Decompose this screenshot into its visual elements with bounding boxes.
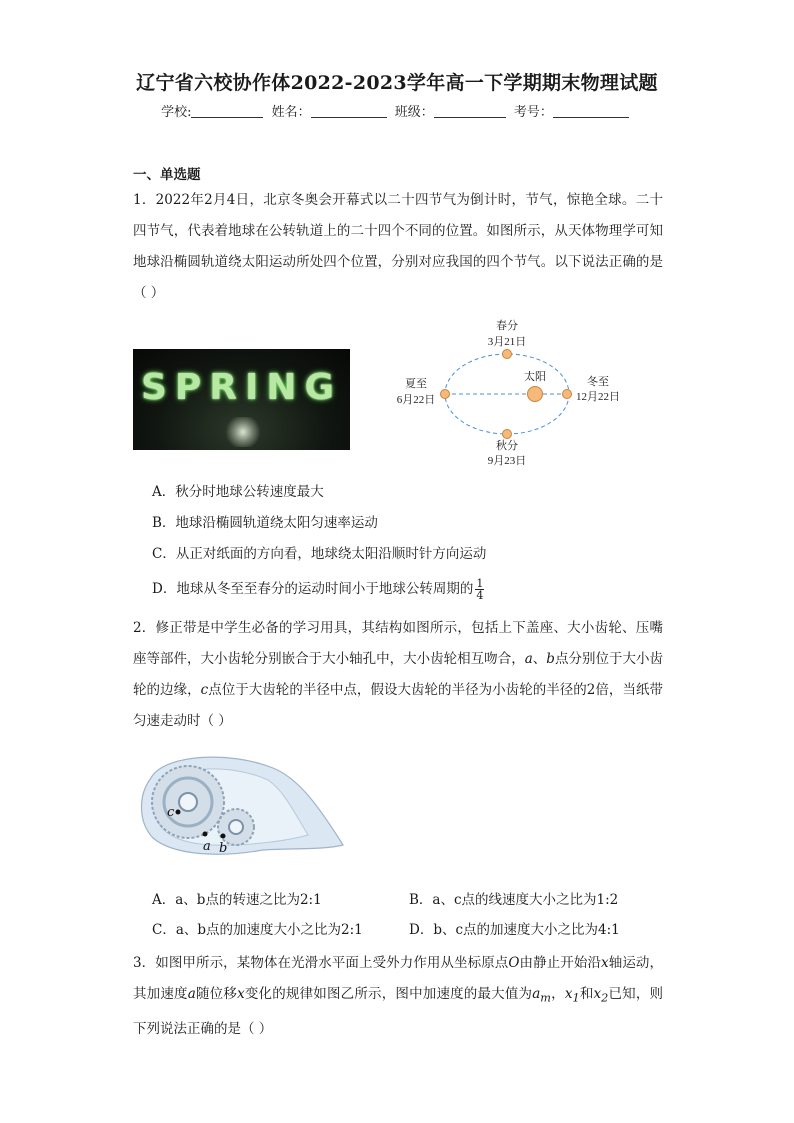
earth-winter-point	[563, 390, 572, 399]
point-c-label: c	[167, 805, 175, 820]
var-x1: x	[564, 986, 573, 1002]
q3-stem-part: ，	[550, 986, 565, 1002]
question-2-stem	[133, 613, 663, 737]
question-1-stem: 1．2022年2月4日，北京冬奥会开幕式以二十四节气为倒计时，节气，惊艳全球。二十四节气，代表着地球在公转轨道上的二十四个不同的位置。如图所示，从天体物理学可知地球沿椭圆轨道绕太阳运动所处四个位置，分别对应我国的四个节气。以下说法正确的是（ ）	[133, 192, 663, 301]
winter-label: 冬至	[587, 376, 609, 388]
fireworks-sparkle	[223, 417, 263, 447]
q3-stem-part: 已知，则下列说法正确的是（ ）	[133, 986, 664, 1037]
spring-fireworks-photo	[133, 349, 350, 450]
q3-stem-part: 3．如图甲所示，某物体在光滑水平面上受外力作用从坐标原点	[133, 955, 509, 971]
var-am: a	[532, 986, 541, 1002]
class-label: 班级：	[394, 105, 434, 120]
var-x: x	[601, 955, 609, 971]
subscript-1: 1	[572, 991, 580, 1005]
page-title: 辽宁省六校协作体2022-2023学年高一下学期期末物理试题	[136, 72, 658, 94]
earth-autumn-point	[503, 430, 512, 439]
name-blank[interactable]	[311, 105, 387, 118]
number-blank[interactable]	[553, 105, 629, 118]
one-quarter-fraction	[475, 578, 484, 601]
small-gear-hub	[229, 820, 243, 834]
student-info-row	[0, 101, 794, 120]
q2-option-d[interactable]: D．b、c点的加速度大小之比为4:1	[409, 922, 620, 938]
q2-option-b[interactable]: B．a、c点的线速度大小之比为1:2	[409, 892, 619, 908]
point-b-label: b	[219, 841, 228, 856]
orbit-diagram	[390, 318, 640, 468]
q1-option-a[interactable]: A．秋分时地球公转速度最大	[152, 484, 324, 500]
q1-option-d[interactable]	[152, 578, 484, 601]
large-gear-hub	[179, 793, 197, 811]
q2-option-c[interactable]: C．a、b点的加速度大小之比为2:1	[152, 922, 363, 938]
var-a: a	[524, 651, 533, 667]
point-b-dot	[221, 834, 226, 839]
winter-date: 12月22日	[576, 391, 620, 403]
school-label: 学校:	[161, 105, 192, 120]
q2-stem-part: 点位于大齿轮的半径中点，假设大齿轮的半径为小齿轮的半径的2倍，当纸带匀速走动时（ ）	[133, 682, 663, 729]
var-x: x	[237, 986, 245, 1002]
fraction-denominator: 4	[476, 589, 484, 602]
spring-photo-text: SPRING	[140, 367, 343, 408]
subscript-m: m	[540, 991, 551, 1005]
spring-date: 3月21日	[487, 336, 527, 348]
summer-date: 6月22日	[396, 394, 436, 406]
q3-stem-part: 和	[579, 986, 594, 1002]
question-3-stem	[133, 948, 663, 1045]
var-O: O	[508, 955, 520, 971]
school-blank[interactable]	[191, 105, 263, 118]
name-label: 姓名：	[271, 105, 311, 120]
q1-option-d-text: D．地球从冬至至春分的运动时间小于地球公转周期的	[152, 581, 474, 597]
earth-summer-point	[441, 390, 450, 399]
point-c-dot	[176, 810, 181, 815]
q1-option-c[interactable]: C．从正对纸面的方向看，地球绕太阳沿顺时针方向运动	[152, 546, 487, 562]
var-a: a	[187, 986, 196, 1002]
point-a-label: a	[203, 839, 211, 854]
q2-stem-part: 点分别位于大小齿轮的边缘，	[133, 651, 664, 698]
q2-stem-part: 2．修正带是中学生必备的学习用具，其结构如图所示，包括上下盖座、大小齿轮、压嘴座等部件，大小齿轮分别嵌合于大小轴孔中，大小齿轮相互吻合，	[133, 620, 663, 667]
earth-spring-point	[503, 350, 512, 359]
summer-label: 夏至	[405, 378, 427, 390]
subscript-2: 2	[601, 991, 609, 1005]
q1-option-b[interactable]: B．地球沿椭圆轨道绕太阳匀速率运动	[152, 515, 378, 531]
fraction-numerator: 1	[476, 577, 484, 590]
var-c: c	[200, 682, 209, 698]
var-b: b	[546, 651, 555, 667]
correction-tape-diagram	[133, 750, 348, 865]
q2-option-a[interactable]: A．a、b点的转速之比为2:1	[152, 892, 322, 908]
q3-stem-part: 随位移	[195, 986, 238, 1002]
spring-label: 春分	[496, 320, 518, 332]
sun-icon	[528, 387, 543, 402]
q3-stem-part: 由静止开始沿	[519, 955, 602, 971]
sun-label: 太阳	[524, 371, 546, 383]
q3-stem-part: 变化的规律如图乙所示，图中加速度的最大值为	[244, 986, 533, 1002]
point-a-dot	[203, 832, 208, 837]
autumn-label: 秋分	[496, 440, 518, 452]
autumn-date: 9月23日	[487, 455, 527, 467]
class-blank[interactable]	[434, 105, 506, 118]
q3-stem-part: 轴运动，其加速度	[133, 955, 664, 1002]
var-x2: x	[593, 986, 602, 1002]
q2-sep: 、	[532, 651, 547, 667]
section-title: 一、单选题	[133, 167, 201, 183]
number-label: 考号：	[513, 105, 553, 120]
